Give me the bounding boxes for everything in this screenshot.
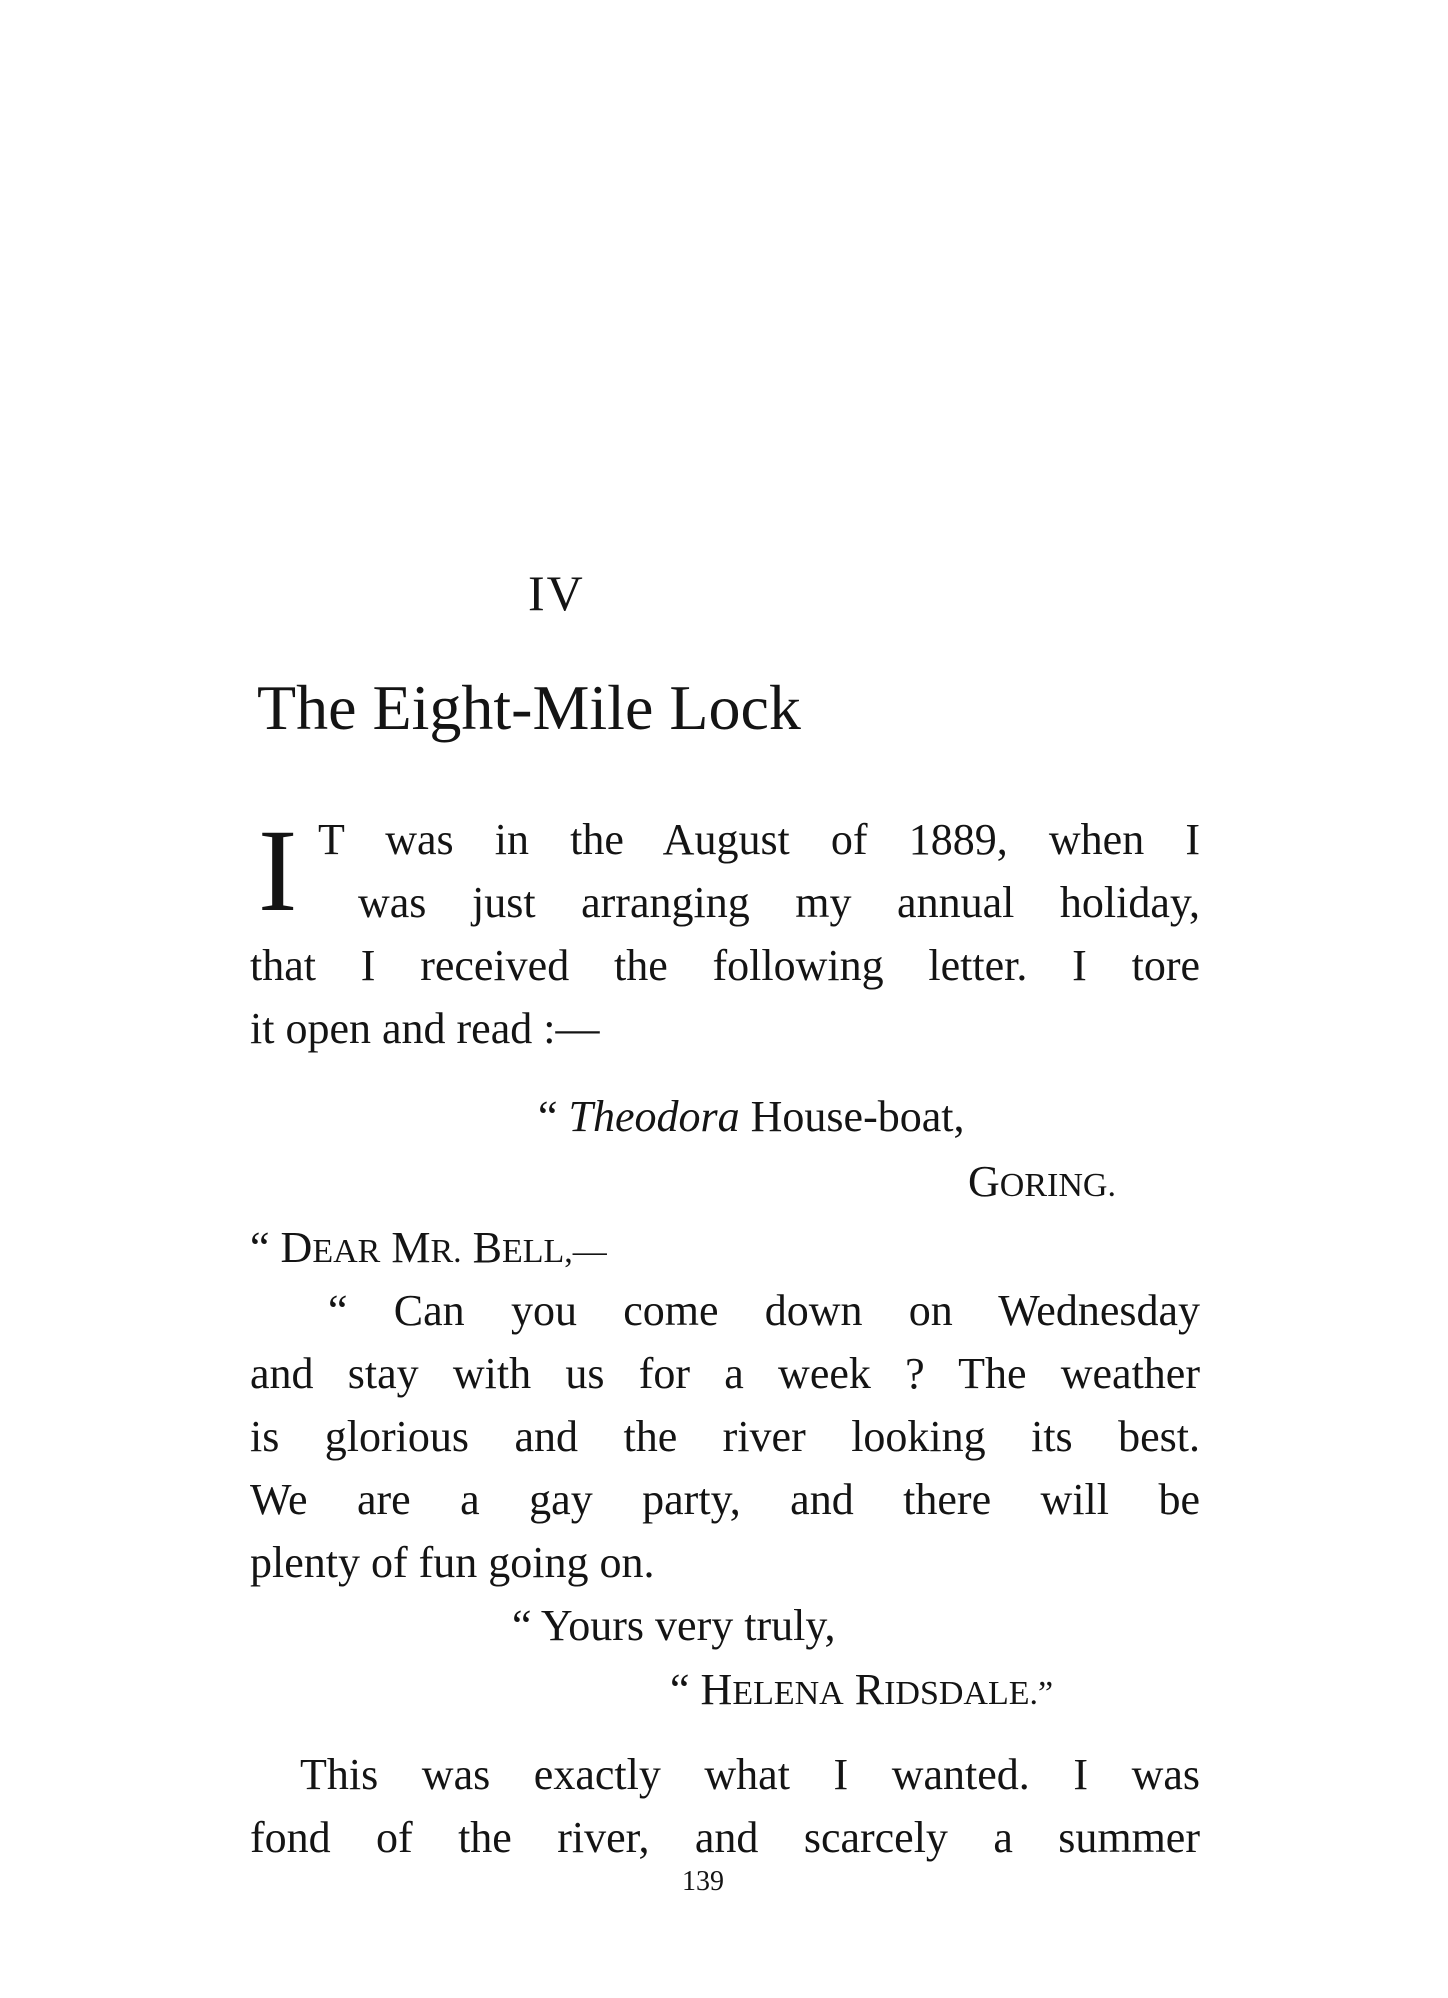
salutation-ear: EAR <box>312 1233 381 1270</box>
letter-body-2: and stay with us for a week ? The weather <box>250 1349 1200 1398</box>
salutation-quote: “ <box>250 1223 281 1272</box>
opening-line-4: it open and read :— <box>250 1004 600 1053</box>
letter-place <box>968 1157 1116 1206</box>
drop-cap: I <box>258 805 298 936</box>
page-number: 139 <box>682 1866 724 1897</box>
place-rest: ORING. <box>999 1167 1116 1204</box>
salutation-ell: ELL,— <box>501 1233 607 1270</box>
place-first: G <box>968 1157 1000 1206</box>
letter-signature <box>670 1665 1054 1714</box>
after-line-2: fond of the river, and scarcely a summer <box>250 1813 1200 1862</box>
letter-closing: “ Yours very truly, <box>512 1601 836 1650</box>
boat-name: Theodora <box>568 1092 740 1141</box>
after-line-1: This was exactly what I wanted. I was <box>300 1750 1200 1799</box>
boat-rest: House-boat, <box>739 1092 965 1141</box>
letter-body-1: “ Can you come down on Wednesday <box>328 1286 1200 1335</box>
chapter-title: The Eight-Mile Lock <box>257 672 801 743</box>
address-quote: “ <box>538 1092 569 1141</box>
opening-line-1: T was in the August of 1889, when I <box>318 815 1200 864</box>
salutation-d: D <box>280 1223 313 1272</box>
letter-address <box>538 1092 965 1141</box>
sig-idsdale: IDSDALE.” <box>884 1675 1054 1712</box>
letter-body-4: We are a gay party, and there will be <box>250 1475 1200 1524</box>
sig-h: H <box>700 1665 733 1714</box>
letter-salutation <box>250 1223 607 1272</box>
salutation-b: B <box>472 1223 502 1272</box>
opening-line-3: that I received the following letter. I tore <box>250 941 1200 990</box>
salutation-r: R. <box>430 1233 462 1270</box>
letter-body-3: is glorious and the river looking its best. <box>250 1412 1200 1461</box>
chapter-number: IV <box>528 565 585 621</box>
letter-body-5: plenty of fun going on. <box>250 1538 655 1587</box>
sig-r: R <box>854 1665 885 1714</box>
sig-quote: “ <box>670 1665 701 1714</box>
sig-elena: ELENA <box>732 1675 844 1712</box>
opening-line-2: was just arranging my annual holiday, <box>358 878 1200 927</box>
salutation-m: M <box>391 1223 431 1272</box>
